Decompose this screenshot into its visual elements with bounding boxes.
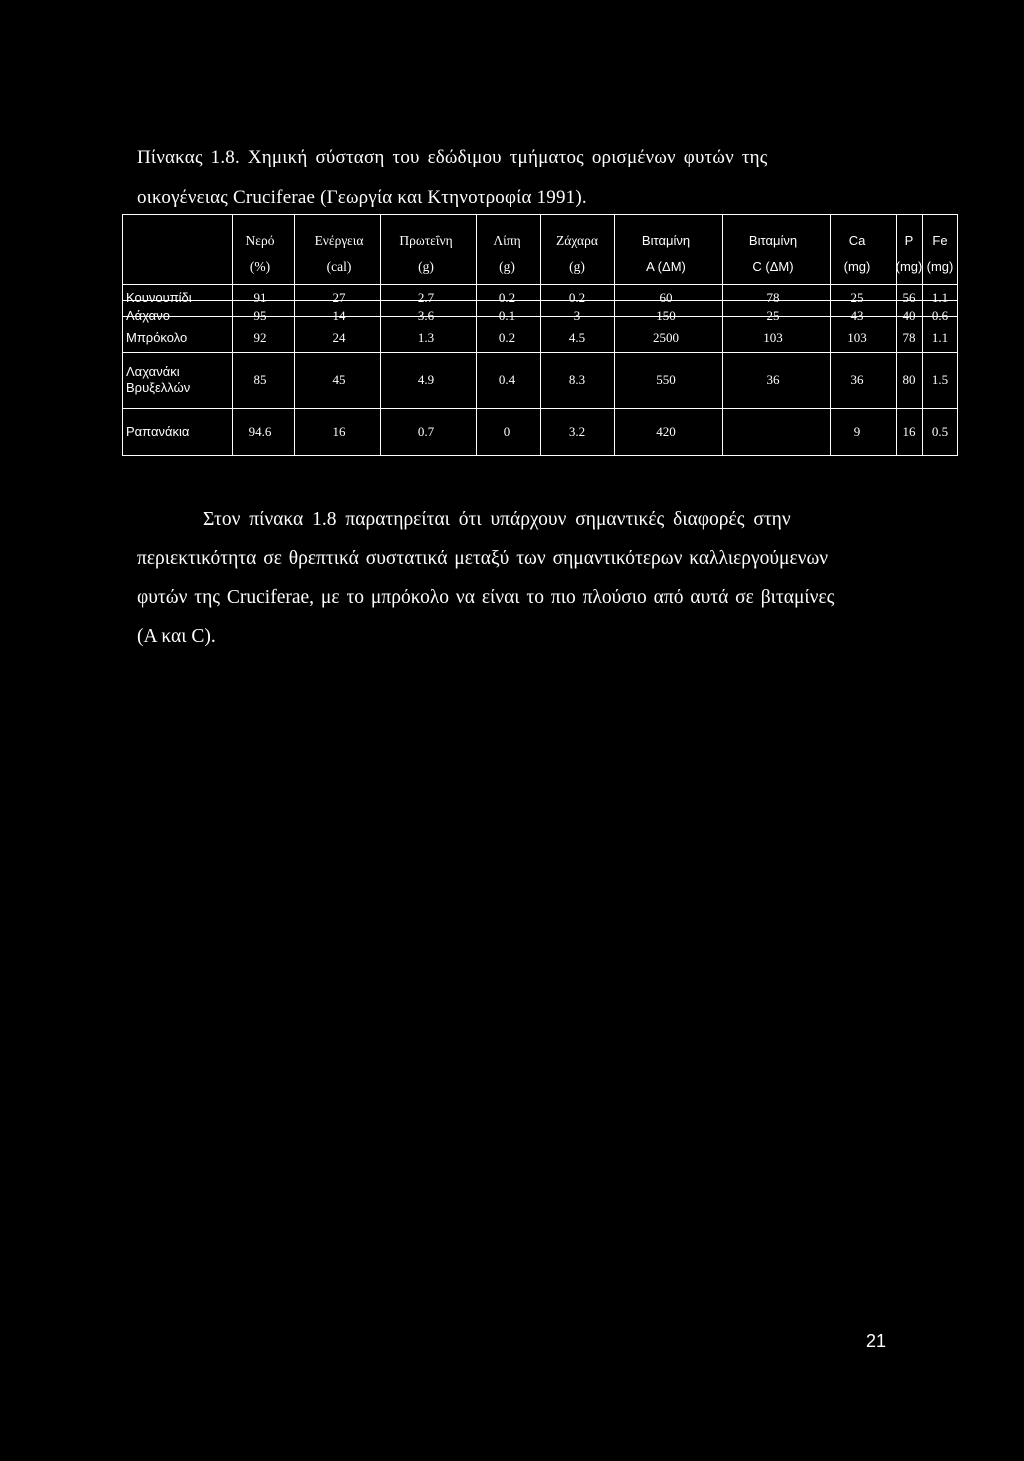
table-cell: 0.5 [931,424,949,439]
table-cell: 2.7 [417,290,435,305]
table-cell: 3.6 [417,308,435,323]
table-cell: 1.1 [931,290,949,305]
row-label: Ραπανάκια [126,424,190,439]
caption-line-2: οικογένειας Cruciferae (Γεωργία και Κτηνοτροφία 1991). [137,187,587,208]
paragraph-line-2: περιεκτικότητα σε θρεπτικά συστατικά μεταξύ των σημαντικότερων καλλιεργούμενων [137,548,829,569]
column-header [493,228,520,280]
table-cell: 25 [766,308,780,323]
table-cell: 420 [656,424,676,439]
column-header-line-2: (mg) [895,259,923,274]
table-cell: 0.2 [568,290,586,305]
table-vline [380,214,381,456]
table-vline [232,214,233,456]
table-cell: 1.5 [931,372,949,387]
table-cell: 0.2 [498,330,516,345]
table-cell: 24 [332,330,346,345]
nutrition-table [122,214,958,456]
table-cell: 1.3 [417,330,435,345]
column-header-line-2: C (ΔΜ) [752,259,794,274]
table-cell: 78 [902,330,916,345]
table-cell: 78 [766,290,780,305]
table-cell: 16 [332,424,346,439]
table-vline [614,214,615,456]
table-cell: 56 [902,290,916,305]
body-paragraph [137,500,897,656]
column-header-line-1: Fe [932,233,948,248]
table-cell: 92 [253,330,267,345]
column-header-line-2: Α (ΔΜ) [646,259,686,274]
table-cell: 9 [853,424,861,439]
table-cell: 36 [766,372,780,387]
table-cell: 36 [850,372,864,387]
row-label-line-1: Λαχανάκι [126,364,180,379]
table-vline [540,214,541,456]
table-vline [830,214,831,456]
table-cell: 40 [902,308,916,323]
column-header-line-2: (g) [569,259,585,274]
table-cell: 3 [573,308,581,323]
table-cell: 1.1 [931,330,949,345]
table-vline [957,214,958,456]
column-header-line-1: Βιταμίνη [641,233,691,248]
table-cell: 2500 [653,330,679,345]
row-label: Κουνουπίδι [126,290,192,305]
column-header-line-1: Πρωτεΐνη [399,233,453,248]
table-cell: 91 [253,290,267,305]
column-header [642,228,690,280]
column-header-line-2: (g) [418,259,434,274]
column-header [315,228,364,280]
table-cell: 4.9 [417,372,435,387]
table-cell: 0.6 [931,308,949,323]
table-cell: 80 [902,372,916,387]
table-cell: 43 [850,308,864,323]
table-cell: 25 [850,290,864,305]
table-cell: 4.5 [568,330,586,345]
column-header-line-1: Ενέργεια [314,233,364,248]
column-header [896,228,923,280]
row-label: Λάχανο [126,308,170,323]
table-vline [122,214,123,456]
column-header [844,228,871,280]
table-cell: 0.2 [498,290,516,305]
row-label: Μπρόκολο [126,330,188,345]
table-vline [294,214,295,456]
table-cell: 60 [659,290,673,305]
column-header-line-2: (mg) [926,259,954,274]
column-header-line-1: P [904,233,914,248]
column-header-line-1: Λίπη [493,233,521,248]
column-header-line-1: Νερό [245,233,275,248]
row-label-line-2: Βρυξελλών [126,380,191,395]
column-header-line-2: (mg) [843,259,871,274]
paragraph-line-4: (Α και C). [137,626,216,647]
table-cell: 103 [763,330,783,345]
column-header [556,228,598,280]
table-cell: 16 [902,424,916,439]
column-header-line-1: Βιταμίνη [748,233,798,248]
table-vline [476,214,477,456]
table-cell: 45 [332,372,346,387]
table-vline [722,214,723,456]
column-header-line-2: (g) [499,259,515,274]
column-header-line-1: Ζάχαρα [556,233,598,248]
row-label [126,364,190,396]
paragraph-line-1: Στον πίνακα 1.8 παρατηρείται ότι υπάρχουν σημαντικές διαφορές στην [203,509,791,530]
caption-line-1: Πίνακας 1.8. Χημική σύσταση του εδώδιμου τμήματος ορισμένων φυτών της [137,147,768,168]
column-header [749,228,797,280]
table-cell: 27 [332,290,346,305]
table-cell: 95 [253,308,267,323]
table-cell: 3.2 [568,424,586,439]
table-cell: 0.1 [498,308,516,323]
column-header-line-2: (cal) [326,259,352,274]
table-caption [137,138,897,218]
table-cell: 550 [656,372,676,387]
table-cell: 14 [332,308,346,323]
table-cell: 0 [503,424,511,439]
table-cell: 103 [847,330,867,345]
paragraph-line-3: φυτών της Cruciferae, με το μπρόκολο να είναι το πιο πλούσιο από αυτά σε βιταμίνες [137,587,835,608]
column-header [246,228,275,280]
table-cell: 8.3 [568,372,586,387]
table-cell: 150 [656,308,676,323]
column-header-line-2: (%) [249,259,271,274]
table-cell: 85 [253,372,267,387]
page-number: 21 [866,1331,887,1351]
table-cell: 0.4 [498,372,516,387]
column-header [399,228,452,280]
column-header-line-1: Ca [848,233,866,248]
column-header [927,228,954,280]
table-cell: 0.7 [417,424,435,439]
table-cell: 94.6 [248,424,272,439]
